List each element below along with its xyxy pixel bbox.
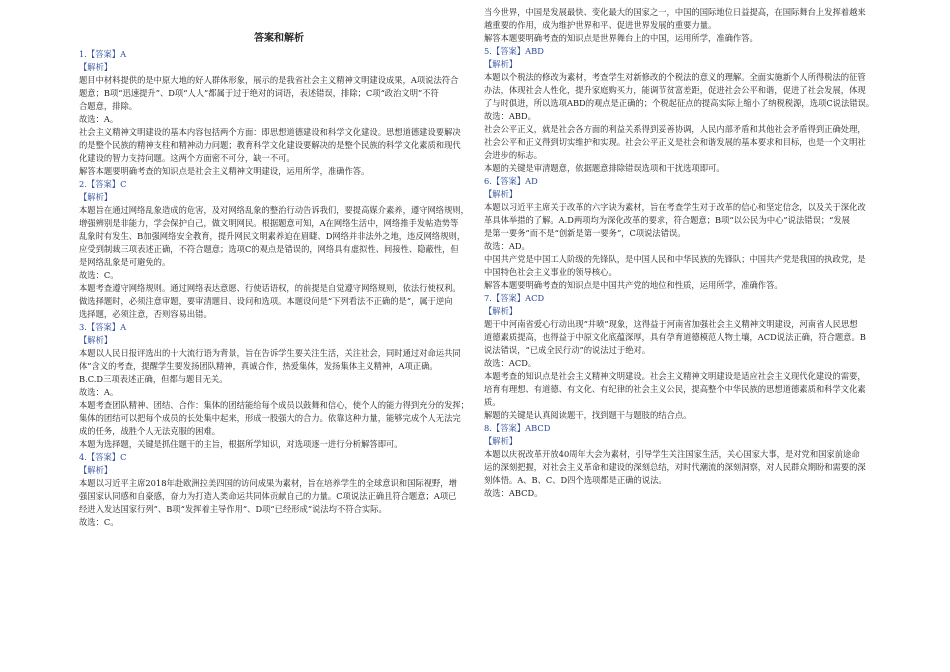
text-line: 是第一要务”而不是“创新是第一要务”，C项说法错误。 <box>484 228 686 238</box>
text-line: 本题的关键是审清题意，依据题意排除错误选项和干扰选项即可。 <box>484 163 725 173</box>
text-line: 越重要的作用，成为维护世界和平、促进世界发展的重要力量。 <box>484 20 717 30</box>
text-line: 本题考查遵守网络规则。通过网络表达意愿、行使话语权，的前提是自觉遵守网络规则，依法行使权利。 <box>79 283 461 293</box>
text-line: 社会公平正义，就是社会各方面的利益关系得到妥善协调，人民内部矛盾和其他社会矛盾得到正确处理， <box>484 124 866 134</box>
text-line: 化建设的智力支持问题。这两个方面密不可分，缺一不可。 <box>79 153 295 163</box>
text-line: 题目中材料提供的是中原大地的好人群体形象，展示的是我省社会主义精神文明建设成果，A项说法符合 <box>79 75 459 85</box>
text-line: 办法，体现社会人性化，提升家庭购买力，能调节贫富差距，促进社会公平和谐，促进了社会发展，体现 <box>484 85 866 95</box>
text-line: 当今世界，中国是发展最快、变化最大的国家之一，中国的国际地位日益提高，在国际舞台上发挥着越来 <box>484 7 866 17</box>
text-line: 会进步的标志。 <box>484 150 543 160</box>
text-line: 的是整个民族的精神支柱和精神动力问题；教育科学文化建设要解决的是整个民族的科学文化素质和现代 <box>79 140 461 150</box>
text-line: 故选：ABD。 <box>484 111 536 121</box>
text-line: 本题以人民日报评选出的十大流行语为背景，旨在告诉学生要关注生活，关注社会，同时通过对命运共同 <box>79 348 461 358</box>
text-line: 故选：C。 <box>79 270 119 280</box>
text-line: 解答本题要明确考查的知识点是中国共产党的地位和性质，运用所学，准确作答。 <box>484 280 783 290</box>
document-title: 答案和解析 <box>254 33 304 44</box>
answer-label: 6.【答案】AD <box>484 176 538 186</box>
text-line: 题干中河南省爱心行动出现“井喷”现象，这得益于河南省加强社会主义精神文明建设，河南省人民思想 <box>484 319 858 329</box>
text-line: 本题为选择题，关键是抓住题干的主旨，根据所学知识，对选项逐一进行分析解答即可。 <box>79 439 403 449</box>
analysis-label: 【解析】 <box>484 59 518 69</box>
answer-label: 7.【答案】ACD <box>484 293 545 303</box>
text-line: 解答本题要明确考查的知识点是社会主义精神文明建设，运用所学，准确作答。 <box>79 166 370 176</box>
text-line: 解题的关键是认真阅读题干，找到题干与题肢的结合点。 <box>484 410 692 420</box>
text-line: 社会主义精神文明建设的基本内容包括两个方面：即思想道德建设和科学文化建设。思想道德建设要解决 <box>79 127 461 137</box>
text-line: 体”含义的考查，提醒学生要发扬团队精神，真诚合作，热爱集体，发扬集体主义精神，A项正确。 <box>79 361 438 371</box>
text-line: 增强辨别是非能力，学会保护自己，做文明网民。根据题意可知，A在网络生活中，网络推手发帖造势等 <box>79 218 459 228</box>
text-line: 本题以庆祝改革开放40周年大会为素材，引导学生关注国家生活，关心国家大事，是对党和国家前途命 <box>484 449 860 459</box>
text-line: 强国家认同感和自豪感，奋力为打造人类命运共同体贡献自己的力量。C项说法正确且符合题意；A项已 <box>79 491 457 501</box>
text-line: 运的深刻把握，对社会主义革命和建设的深刻总结，对时代潮流的深刻洞察，对人民群众期盼和需要的深 <box>484 462 866 472</box>
text-line: 本题以习近平主席2018年赴欧洲拉美四国的访问成果为素材，旨在培养学生的全球意识和国际视野，增 <box>79 478 457 488</box>
text-line: 本题以个税法的修改为素材，考查学生对新修改的个税法的意义的理解。全面实施新个人所得税法的征管 <box>484 72 866 82</box>
text-line: 本题考查的知识点是社会主义精神文明建设。社会主义精神文明建设是适应社会主义现代化建设的需要， <box>484 371 866 381</box>
text-line: 题意；B项“迅速提升”、D项“人人”都属于过于绝对的词语，表述错误，排除；C项“政治文明”不符 <box>79 88 439 98</box>
text-line: 道德素质提高，也得益于中原文化底蕴深厚，具有孕育道德模范人物土壤，ACD说法正确，符合题意。B <box>484 332 866 342</box>
analysis-label: 【解析】 <box>79 192 113 202</box>
text-line: 乱象时有发生、B加强网络安全教育，提升网民文明素养迫在眉睫、D网络并非法外之地，违反网络规则， <box>79 231 466 241</box>
text-line: 故选：C。 <box>79 517 119 527</box>
answer-label: 5.【答案】ABD <box>484 46 544 56</box>
text-line: 做选择题时，必须注意审题，要审清题目、设问和选项。本题设问是“下列看法不正确的是”，属于逆向 <box>79 296 453 306</box>
right-column <box>484 6 884 500</box>
analysis-label: 【解析】 <box>79 62 113 72</box>
text-line: 集体的团结可以把每个成员的长处集中起来，形成一股强大的合力。依靠这种力量，能够完成个人无法完 <box>79 413 461 423</box>
text-line: 经进入发达国家行列”、B项“发挥着主导作用”、D项“已经形成”说法均不符合实际。 <box>79 504 387 514</box>
text-line: 故选：A。 <box>79 387 119 397</box>
answer-label: 4.【答案】C <box>79 452 127 462</box>
text-line: 本题考查团队精神、团结、合作：集体的团结能给每个成员以鼓舞和信心，使个人的能力得到充分的发挥； <box>79 400 469 410</box>
text-line: 本题旨在通过网络乱象造成的危害，及对网络乱象的整治行动告诉我们，要提高媒介素养，遵守网络规则， <box>79 205 469 215</box>
analysis-label: 【解析】 <box>79 465 113 475</box>
text-line: 解答本题要明确考查的知识点是世界舞台上的中国，运用所学，准确作答。 <box>484 33 758 43</box>
answer-label: 2.【答案】C <box>79 179 127 189</box>
text-line: 成的任务，战胜个人无法克服的困难。 <box>79 426 221 436</box>
text-line: 了与时俱进，所以选项ABD的观点是正确的；个税起征点的提高实际上缩小了纳税税源，选项C说法错误。 <box>484 98 875 108</box>
text-line: B.C.D三项表述正确，但都与题目无关。 <box>79 374 228 384</box>
text-line: 说法错误，“已成全民行动”的说法过于绝对。 <box>484 345 651 355</box>
text-line: 应受到制裁三项表述正确，不符合题意；选项C的观点是错误的，网络具有虚拟性、间接性、隐蔽性，但 <box>79 244 459 254</box>
text-line: 故选：AD。 <box>484 241 530 251</box>
analysis-label: 【解析】 <box>79 335 113 345</box>
text-line: 本题以习近平主席关于改革的六字诀为素材，旨在考查学生对于改革的信心和坚定信念，以及关于深化改 <box>484 202 866 212</box>
text-line: 社会公平和正义得到切实维护和实现。社会公平正义是社会和谐发展的基本要求和目标，也是一个文明社 <box>484 137 866 147</box>
text-line: 中国特色社会主义事业的领导核心。 <box>484 267 617 277</box>
answer-label: 8.【答案】ABCD <box>484 423 551 433</box>
analysis-label: 【解析】 <box>484 189 518 199</box>
text-line: 故选：A。 <box>79 114 119 124</box>
analysis-label: 【解析】 <box>484 306 518 316</box>
text-line: 刻体悟。A、B、C、D四个选项都是正确的说法。 <box>484 475 667 485</box>
analysis-label: 【解析】 <box>484 436 518 446</box>
text-line: 合题意，排除。 <box>79 101 138 111</box>
answer-label: 3.【答案】A <box>79 322 127 332</box>
text-line: 选择题，必须注意，否则容易出错。 <box>79 309 212 319</box>
answer-label: 1.【答案】A <box>79 49 127 59</box>
text-line: 培育有理想、有道德、有文化、有纪律的社会主义公民，提高整个中华民族的思想道德素质和科学文化素 <box>484 384 866 394</box>
text-line: 故选：ABCD。 <box>484 488 543 498</box>
text-line: 革具体举措的了解。A.D两项均为深化改革的要求，符合题意；B项“以公民为中心”说法错误；“发展 <box>484 215 850 225</box>
text-line: 质。 <box>484 397 501 407</box>
left-column <box>79 32 479 529</box>
text-line: 故选：ACD。 <box>484 358 537 368</box>
text-line: 中国共产党是中国工人阶级的先锋队，是中国人民和中华民族的先锋队；中国共产党是我国的执政党，是 <box>484 254 866 264</box>
text-line: 是网络乱象是可避免的。 <box>79 257 171 267</box>
